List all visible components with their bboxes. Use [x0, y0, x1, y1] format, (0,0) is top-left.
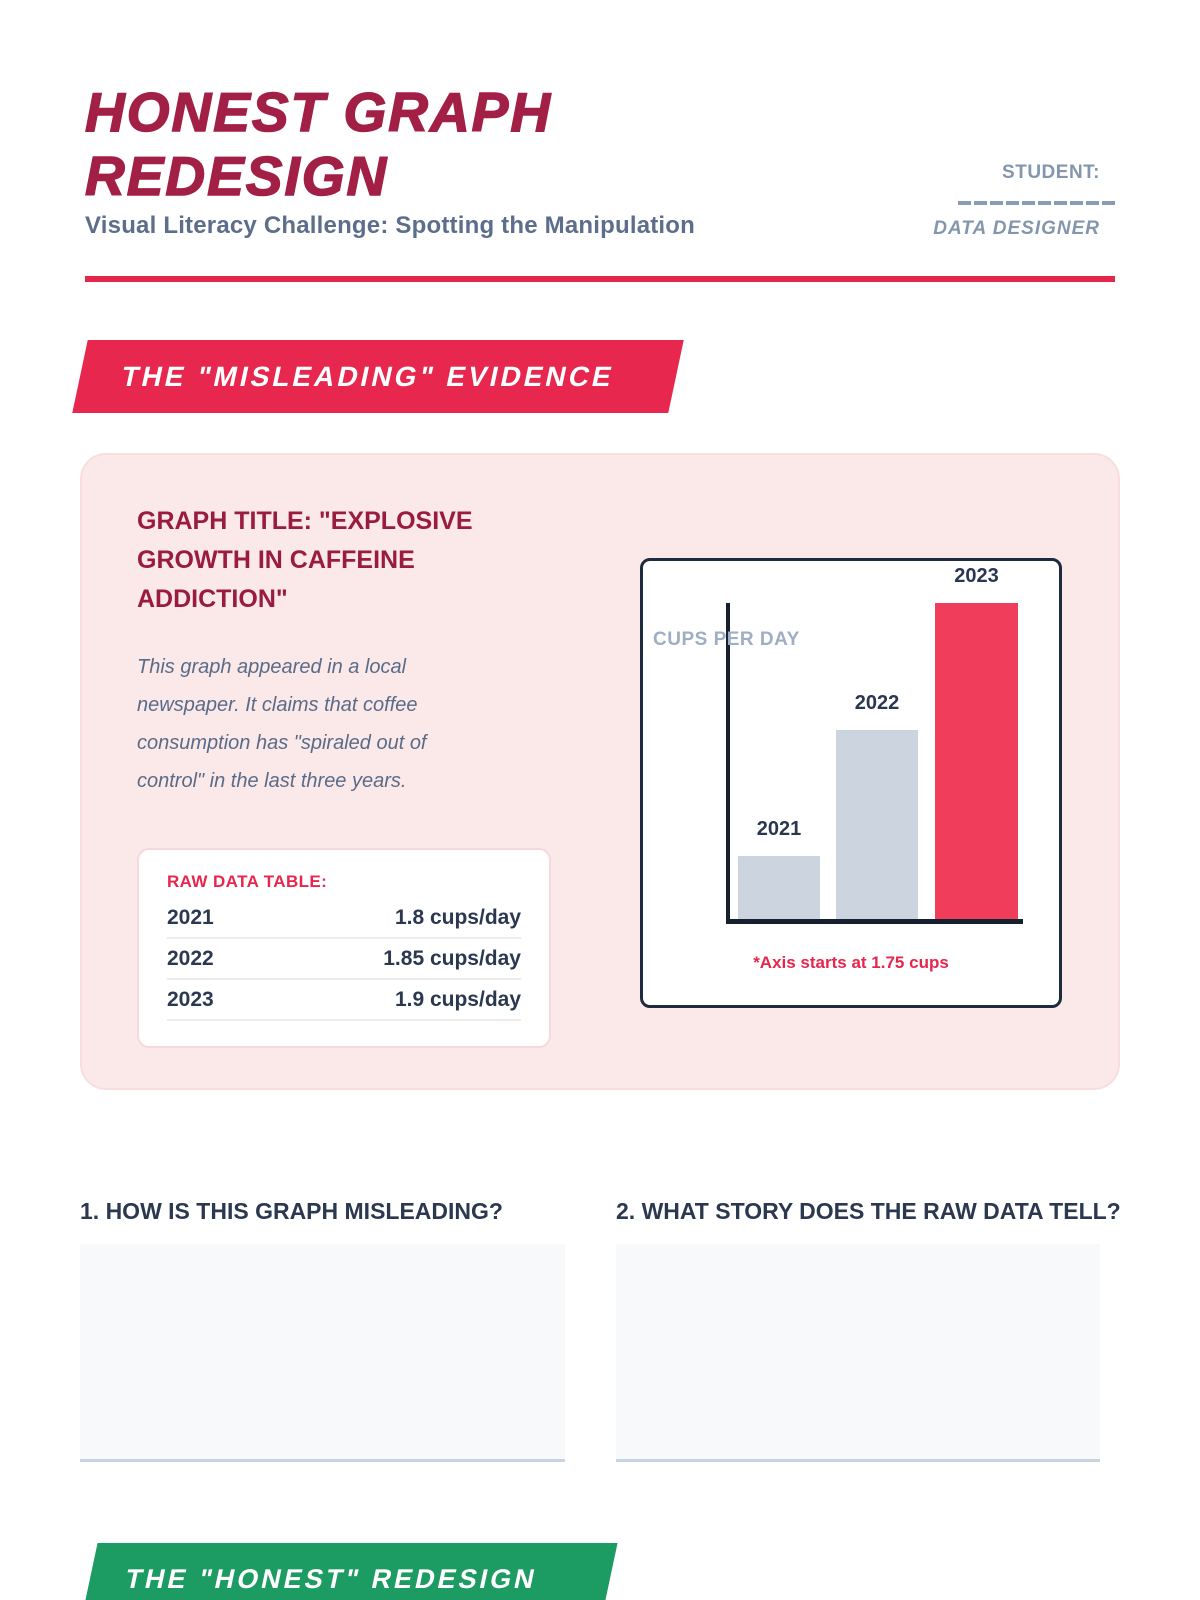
header-divider [85, 276, 1115, 282]
table-row [167, 980, 521, 1021]
y-axis-line [726, 603, 730, 924]
student-role-label: DATA DESIGNER [933, 218, 1100, 239]
bar-label-2021: 2021 [756, 818, 802, 840]
y-axis-label: CUPS PER DAY [653, 629, 800, 650]
table-row [167, 898, 521, 939]
bar-2023 [935, 603, 1018, 919]
misleading-bar-chart [640, 558, 1062, 1008]
student-label: STUDENT: [1002, 162, 1100, 183]
value-cell: 1.9 cups/day [394, 988, 521, 1011]
section-banner-honest-redesign: THE "HONEST" REDESIGN [78, 1543, 617, 1600]
bar-2021 [738, 856, 820, 919]
year-cell: 2023 [167, 988, 214, 1011]
misleading-graph-description: This graph appeared in a local newspaper. It claims that coffee consumption has "spiraled out of control" in the last three years. [137, 656, 427, 792]
question-2-heading: 2. WHAT STORY DOES THE RAW DATA TELL? [616, 1198, 1121, 1224]
bar-label-2023: 2023 [954, 565, 999, 587]
value-cell: 1.8 cups/day [394, 906, 521, 929]
year-cell: 2022 [167, 947, 214, 970]
page-subtitle: Visual Literacy Challenge: Spotting the Manipulation [85, 212, 696, 239]
year-cell: 2021 [167, 906, 214, 929]
section-banner-misleading-evidence: THE "MISLEADING" EVIDENCE [72, 340, 684, 413]
page-title-line1: HONEST GRAPH [85, 81, 553, 143]
question-2-answer-area[interactable] [616, 1244, 1100, 1462]
question-1-answer-area[interactable] [80, 1244, 565, 1462]
x-axis-line [726, 919, 1023, 924]
question-1-heading: 1. HOW IS THIS GRAPH MISLEADING? [80, 1198, 503, 1224]
raw-data-rows [167, 898, 521, 1021]
bar-label-2022: 2022 [854, 692, 900, 714]
raw-data-table [137, 848, 551, 1048]
bar-2022 [836, 730, 918, 919]
axis-footnote: *Axis starts at 1.75 cups [753, 953, 949, 972]
value-cell: 1.85 cups/day [383, 947, 521, 970]
student-name-blank-line[interactable] [958, 201, 1118, 205]
table-row [167, 939, 521, 980]
page-title-line2: REDESIGN [85, 145, 389, 207]
misleading-graph-title: GRAPH TITLE: "EXPLOSIVE GROWTH IN CAFFEINE ADDICTION" [137, 507, 473, 613]
page-title [85, 80, 805, 208]
raw-data-table-heading: RAW DATA TABLE: [167, 872, 328, 891]
